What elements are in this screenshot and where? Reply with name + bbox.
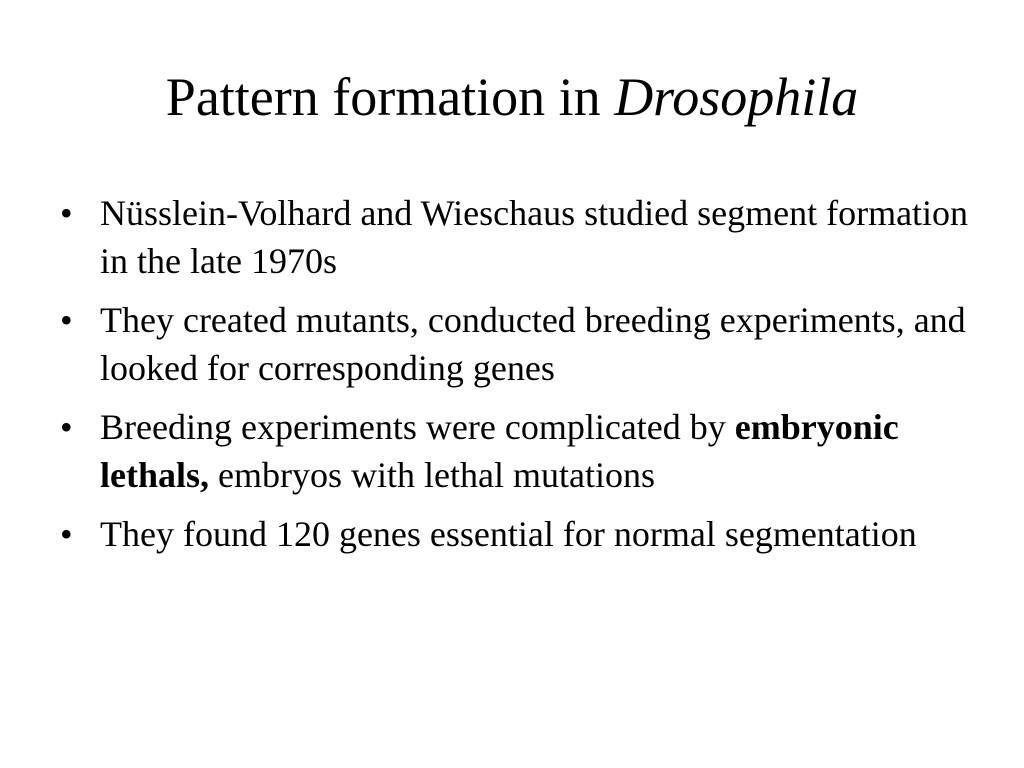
bullet-item <box>60 510 980 558</box>
bullet-text: Nüsslein-Volhard and Wieschaus studied segment formation in the late 1970s <box>100 193 969 281</box>
bullet-item <box>60 296 980 392</box>
bullet-dot-icon: • <box>60 514 73 554</box>
bullet-text-after: embryos with lethal mutations <box>209 455 655 495</box>
slide-title-main: Pattern formation in <box>165 67 615 127</box>
bullet-item <box>60 189 980 285</box>
bullet-text: They found 120 genes essential for normal segmentation <box>100 514 917 554</box>
bullet-dot-icon: • <box>60 407 73 447</box>
bullet-list <box>60 189 980 569</box>
slide-title <box>0 62 1024 132</box>
bullet-text-before: Breeding experiments were complicated by <box>100 407 735 447</box>
bullet-item <box>60 403 980 499</box>
bullet-bold-term: embryonic lethals, <box>100 407 899 495</box>
bullet-dot-icon: • <box>60 300 73 340</box>
bullet-text: They created mutants, conducted breeding experiments, and looked for corresponding genes <box>100 300 966 388</box>
bullet-dot-icon: • <box>60 193 73 233</box>
slide-title-italic: Drosophila <box>614 67 859 127</box>
